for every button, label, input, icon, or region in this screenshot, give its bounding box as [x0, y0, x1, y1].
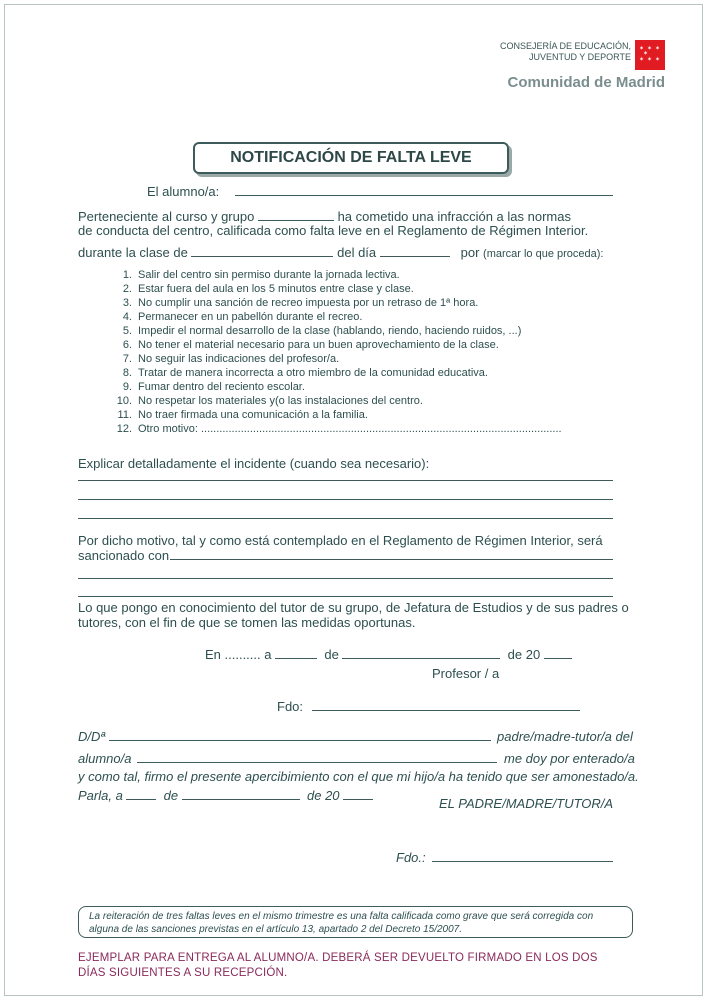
- fault-number: 8.: [122, 367, 132, 379]
- footer-notice: [78, 951, 638, 981]
- document-title: NOTIFICACIÓN DE FALTA LEVE: [230, 149, 472, 166]
- student-name-line[interactable]: [235, 195, 613, 196]
- inform-line-1: Lo que pongo en conocimiento del tutor de su grupo, de Jefatura de Estudios y de sus padres o: [78, 600, 629, 615]
- fault-item[interactable]: [110, 422, 630, 436]
- dd-label: D/Dª: [78, 729, 106, 744]
- fault-text: Impedir el normal desarrollo de la clase (hablando, riendo, haciendo ruidos, ...): [138, 325, 522, 337]
- fault-number: 12.: [116, 423, 132, 435]
- fault-text: Permanecer en un pabellón durante el recreo.: [138, 311, 363, 323]
- by-label: por: [460, 245, 480, 260]
- fault-text: Salir del centro sin permiso durante la jornada lectiva.: [138, 269, 400, 281]
- department-name: [431, 41, 631, 63]
- explain-label: Explicar detalladamente el incidente (cuando sea necesario):: [78, 456, 430, 471]
- sanction-line-extra-1[interactable]: [78, 578, 613, 579]
- fault-item[interactable]: [110, 324, 630, 338]
- fault-number: 2.: [122, 283, 132, 295]
- parent-signature-line[interactable]: [432, 861, 613, 862]
- date-year-line[interactable]: [544, 658, 572, 659]
- parent-fdo-label: Fdo.:: [396, 850, 426, 865]
- fault-text: Fumar dentro del reciento escolar.: [138, 381, 305, 393]
- sanction-line-2: sancionado con: [78, 548, 170, 563]
- class-subject-line[interactable]: [191, 256, 333, 257]
- teacher-label: Profesor / a: [432, 666, 500, 681]
- fault-number: 7.: [122, 353, 132, 365]
- document-title-box: [193, 142, 509, 174]
- date-en-label: En .......... a: [205, 647, 272, 662]
- sign-statement: y como tal, firmo el presente apercibimiento con el que mi hijo/a ha tenido que ser amonestado/a.: [78, 769, 639, 784]
- parla-de-label: de: [163, 788, 179, 803]
- fault-number: 11.: [117, 409, 132, 421]
- parla-year-label: de 20: [307, 788, 340, 803]
- date-de-label: de: [324, 647, 339, 662]
- fault-text: Tratar de manera incorrecta a otro miembro de la comunidad educativa.: [138, 367, 488, 379]
- fault-number: 1.: [122, 269, 132, 281]
- class-label: durante la clase de: [78, 245, 188, 260]
- date-line: [205, 647, 572, 663]
- fault-text: No traer firmada una comunicación a la familia.: [138, 409, 368, 421]
- parla-date-line: [78, 788, 373, 804]
- fault-text: Otro motivo: ......................................................................................................................: [138, 423, 562, 435]
- fault-item[interactable]: [110, 296, 630, 310]
- fault-item[interactable]: [110, 394, 630, 408]
- explain-line-2[interactable]: [78, 499, 613, 500]
- day-date-line[interactable]: [380, 256, 450, 257]
- fault-item[interactable]: [110, 338, 630, 352]
- fault-text: Estar fuera del aula en los 5 minutos entre clase y clase.: [138, 283, 414, 295]
- parla-year-line[interactable]: [343, 799, 373, 800]
- fault-item[interactable]: [110, 366, 630, 380]
- parent-name-line[interactable]: [109, 740, 491, 741]
- date-day-line[interactable]: [275, 658, 317, 659]
- fault-list: [110, 268, 630, 436]
- sanction-fill-line[interactable]: [170, 559, 613, 560]
- department-line-1: CONSEJERÍA DE EDUCACIÓN,: [499, 41, 631, 51]
- teacher-fdo-label: Fdo:: [277, 699, 304, 714]
- fault-item[interactable]: [110, 352, 630, 366]
- date-year-label: de 20: [507, 647, 541, 662]
- parla-day-line[interactable]: [126, 799, 156, 800]
- inform-line-2: tutores, con el fin de que se tomen las medidas oportunas.: [78, 615, 416, 630]
- repetition-note-box: [78, 906, 633, 938]
- sanction-line-1: Por dicho motivo, tal y como está contemplado en el Reglamento de Régimen Interior, será: [78, 533, 603, 548]
- fault-text: No tener el material necesario para un buen aprovechamiento de la clase.: [138, 339, 499, 351]
- fault-number: 4.: [122, 311, 132, 323]
- explain-line-3[interactable]: [78, 518, 613, 519]
- course-pre-text: Perteneciente al curso y grupo: [78, 209, 255, 224]
- fault-number: 3.: [122, 297, 132, 309]
- alumno-label: alumno/a: [78, 751, 132, 766]
- fault-item[interactable]: [110, 310, 630, 324]
- note-line-1: La reiteración de tres faltas leves en el mismo trimestre es una falta calificada como grave que será corregida con: [89, 911, 594, 922]
- parent-role-label: padre/madre-tutor/a del: [497, 729, 633, 744]
- explain-line-1[interactable]: [78, 480, 613, 481]
- madrid-logo-icon: ✶ ✶ ✶ ✶ ✶ ✶ ✶: [635, 40, 665, 70]
- fault-number: 6.: [122, 339, 132, 351]
- parla-month-line[interactable]: [182, 799, 300, 800]
- date-month-line[interactable]: [342, 658, 500, 659]
- parla-label: Parla, a: [78, 788, 123, 803]
- department-line-2: JUVENTUD Y DEPORTE: [528, 52, 631, 62]
- region-name: Comunidad de Madrid: [507, 74, 665, 91]
- class-day-line: [78, 245, 604, 261]
- mark-note: (marcar lo que proceda):: [483, 248, 604, 260]
- fault-text: No respetar los materiales y(o las instalaciones del centro.: [138, 395, 423, 407]
- course-group-line[interactable]: [258, 220, 334, 221]
- alumno-name-line[interactable]: [137, 762, 497, 763]
- fault-number: 10.: [116, 395, 132, 407]
- fault-item[interactable]: [110, 380, 630, 394]
- note-line-2: alguna de las sanciones previstas en el artículo 13, apartado 2 del Decreto 15/2007.: [89, 924, 463, 935]
- teacher-signature-line[interactable]: [312, 710, 580, 711]
- signer-label: EL PADRE/MADRE/TUTOR/A: [439, 796, 614, 811]
- day-label: del día: [337, 245, 377, 260]
- course-post-text: ha cometido una infracción a las normas: [337, 209, 571, 224]
- fault-item[interactable]: [110, 268, 630, 282]
- fault-item[interactable]: [110, 408, 630, 422]
- informed-label: me doy por enterado/a: [504, 751, 635, 766]
- student-label: El alumno/a:: [147, 184, 220, 199]
- fault-text: No cumplir una sanción de recreo impuesta por un retraso de 1ª hora.: [138, 297, 479, 309]
- sanction-line-extra-2[interactable]: [78, 596, 613, 597]
- fault-number: 9.: [122, 381, 132, 393]
- course-line-2: de conducta del centro, calificada como falta leve en el Reglamento de Régimen Interior.: [78, 223, 589, 238]
- fault-item[interactable]: [110, 282, 630, 296]
- fault-number: 5.: [122, 325, 132, 337]
- fault-text: No seguir las indicaciones del profesor/a.: [138, 353, 340, 365]
- footer-line-2: DÍAS SIGUIENTES A SU RECEPCIÓN.: [78, 967, 288, 979]
- footer-line-1: EJEMPLAR PARA ENTREGA AL ALUMNO/A. DEBERÁ SER DEVUELTO FIRMADO EN LOS DOS: [78, 952, 598, 964]
